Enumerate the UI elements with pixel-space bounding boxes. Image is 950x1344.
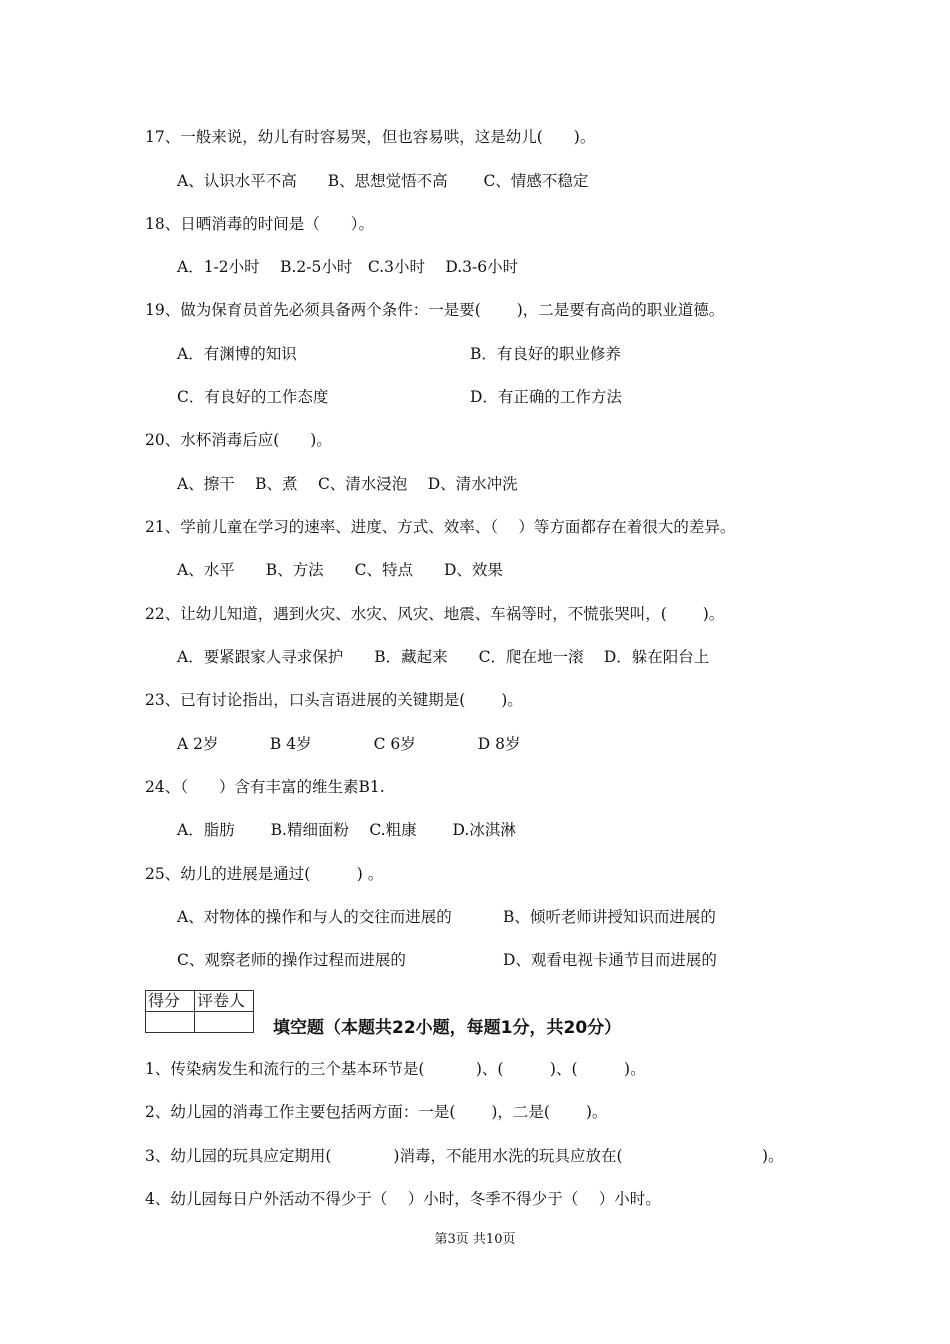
- question-19-option-d: D．有正确的工作方法: [470, 388, 622, 406]
- fill-blank-4: 4、幼儿园每日户外活动不得少于（ ）小时，冬季不得少于（ ）小时。: [145, 1190, 661, 1208]
- question-19-option-a: A．有渊博的知识: [177, 345, 297, 363]
- question-17-options: A、认识水平不高 B、思想觉悟不高 C、情感不稳定: [177, 172, 589, 190]
- question-19-option-c: C．有良好的工作态度: [177, 388, 329, 406]
- question-21: 21、学前儿童在学习的速率、进度、方式、效率、（ ）等方面都存在着很大的差异。: [145, 518, 736, 536]
- question-18-options: A．1-2小时 B.2-5小时 C.3小时 D.3-6小时: [177, 258, 519, 276]
- fill-blank-2: 2、幼儿园的消毒工作主要包括两方面：一是( )，二是( )。: [145, 1103, 608, 1121]
- question-25-option-a: A、对物体的操作和与人的交往而进展的: [177, 908, 452, 926]
- score-table: [145, 990, 254, 1033]
- page-footer: 第3页 共10页: [434, 1232, 516, 1247]
- score-cell: [146, 1012, 195, 1033]
- section-title: 填空题（本题共22小题，每题1分，共20分）: [273, 1018, 622, 1038]
- grader-label: 评卷人: [195, 991, 254, 1012]
- question-19-option-b: B．有良好的职业修养: [470, 345, 621, 363]
- question-24: 24、（ ）含有丰富的维生素B1.: [145, 778, 385, 796]
- score-label: 得分: [146, 991, 195, 1012]
- question-19: 19、做为保育员首先必须具备两个条件：一是要( )，二是要有高尚的职业道德。: [145, 301, 725, 319]
- question-20-options: A、擦干 B、煮 C、清水浸泡 D、清水冲洗: [177, 475, 518, 493]
- question-24-options: A．脂肪 B.精细面粉 C.粗康 D.冰淇淋: [177, 821, 516, 839]
- question-23: 23、已有讨论指出，口头言语进展的关键期是( )。: [145, 691, 523, 709]
- question-20: 20、水杯消毒后应( )。: [145, 431, 332, 449]
- question-25: 25、幼儿的进展是通过( ) 。: [145, 865, 384, 883]
- question-25-option-d: D、观看电视卡通节目而进展的: [503, 951, 717, 969]
- question-18: 18、日晒消毒的时间是（ ）。: [145, 215, 374, 233]
- question-21-options: A、水平 B、方法 C、特点 D、效果: [177, 561, 503, 579]
- fill-blank-3: 3、幼儿园的玩具应定期用( )消毒，不能用水洗的玩具应放在( )。: [145, 1147, 784, 1165]
- question-25-option-c: C、观察老师的操作过程而进展的: [177, 951, 406, 969]
- question-17: 17、一般来说，幼儿有时容易哭，但也容易哄，这是幼儿( )。: [145, 128, 596, 146]
- question-22: 22、让幼儿知道，遇到火灾、水灾、风灾、地震、车祸等时，不慌张哭叫，( )。: [145, 605, 725, 623]
- question-22-options: A．要紧跟家人寻求保护 B．藏起来 C．爬在地一滚 D．躲在阳台上: [177, 648, 710, 666]
- question-23-options: A 2岁 B 4岁 C 6岁 D 8岁: [177, 735, 521, 753]
- grader-cell: [195, 1012, 254, 1033]
- fill-blank-1: 1、传染病发生和流行的三个基本环节是( )、( )、( )。: [145, 1060, 646, 1078]
- question-25-option-b: B、倾听老师讲授知识而进展的: [503, 908, 716, 926]
